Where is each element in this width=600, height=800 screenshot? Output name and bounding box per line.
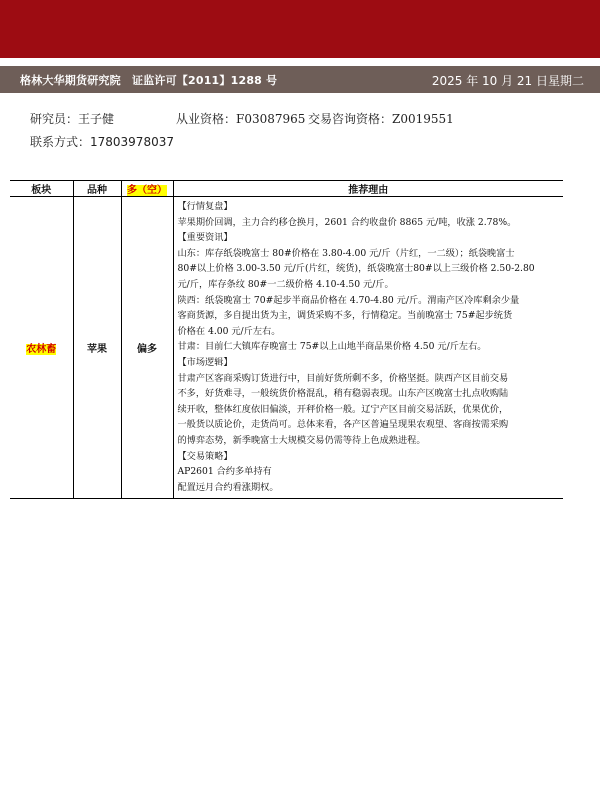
reason-line: 价格在 4.00 元/斤左右。 — [177, 325, 281, 337]
reason-line: 山东：库存纸袋晚富士 80#价格在 3.80-4.00 元/斤（片红，一二级）；纸袋晚富士 — [177, 247, 515, 259]
reason-line: 80#以上价格 3.00-3.50 元/斤(片红，统货)，纸袋晚富士80#以上三级价格 2.50-2.80 — [177, 263, 535, 275]
qualification-number: 从业资格：F03087965 — [176, 112, 306, 126]
org-license-text: 格林大华期货研究院 证监许可【2011】1288 号 — [20, 74, 278, 87]
reason-line: 客商货源，多自提出货为主，调货采购不多，行情稳定。当前晚富士 75#起步统货 — [177, 310, 513, 322]
reason-line: 甘肃产区客商采购订货进行中，目前好货所剩不多，价格坚挺。陕西产区目前交易 — [177, 372, 509, 384]
reason-line: 【重要资讯】 — [177, 232, 233, 244]
header-info-bar — [0, 66, 600, 93]
reason-line: 不多，好货难寻，一般统货价格混乱，稍有稳弱表现。山东产区晚富士扎点收购陆 — [177, 388, 509, 400]
header-red-band — [0, 0, 600, 58]
reason-line: 苹果期价回调，主力合约移仓换月，2601 合约收盘价 8865 元/吨，收涨 2.78%。 — [177, 216, 517, 228]
reason-line: 续开收，整体红度依旧偏淡，开秤价格一般。辽宁产区目前交易活跃，优果优价， — [177, 403, 509, 415]
contact-phone: 联系方式：17803978037 — [30, 135, 174, 149]
consult-qualification-number: 交易咨询资格：Z0019551 — [308, 112, 454, 126]
table-row — [10, 197, 563, 499]
reason-line: 元/斤，库存条纹 80#一二级价格 4.10-4.50 元/斤。 — [177, 278, 394, 290]
header-variety: 品种 — [73, 181, 121, 197]
direction-cell: 偏多 — [121, 197, 173, 499]
header-reason: 推荐理由 — [173, 181, 563, 197]
reason-cell — [173, 197, 563, 499]
variety-cell: 苹果 — [73, 197, 121, 499]
reason-line: 一般货以质论价，走货尚可。总体来看，各产区普遍呈现果农观望、客商按需采购 — [177, 419, 509, 431]
reason-line: 【交易策略】 — [177, 450, 233, 462]
reason-line: 的博弈态势，新季晚富士大规模交易仍需等待上色成熟进程。 — [177, 434, 426, 446]
reason-line: 【市场逻辑】 — [177, 356, 233, 368]
report-date: 2025 年 10 月 21 日星期二 — [431, 74, 584, 88]
reason-line: 【行情复盘】 — [177, 201, 233, 212]
header-sector: 板块 — [10, 181, 73, 197]
header-direction — [121, 181, 173, 197]
reason-line: AP2601 合约多单持有 — [177, 466, 272, 478]
header-direction-label: 多（空） — [127, 185, 167, 196]
table-header-row — [10, 181, 563, 197]
reason-line: 配置远月合约看涨期权。 — [177, 481, 279, 493]
recommendation-table — [10, 180, 563, 499]
reason-line: 甘肃：目前仁大镇库存晚富士 75#以上山地半商品果价格 4.50 元/斤左右。 — [177, 341, 487, 353]
reason-line: 陕西：纸袋晚富士 70#起步半商品价格在 4.70-4.80 元/斤。渭南产区冷库剩余少量 — [177, 294, 520, 306]
researcher-name: 研究员：王子健 — [30, 112, 115, 126]
sector-value: 农林畜 — [26, 344, 57, 356]
sector-cell — [10, 197, 73, 499]
